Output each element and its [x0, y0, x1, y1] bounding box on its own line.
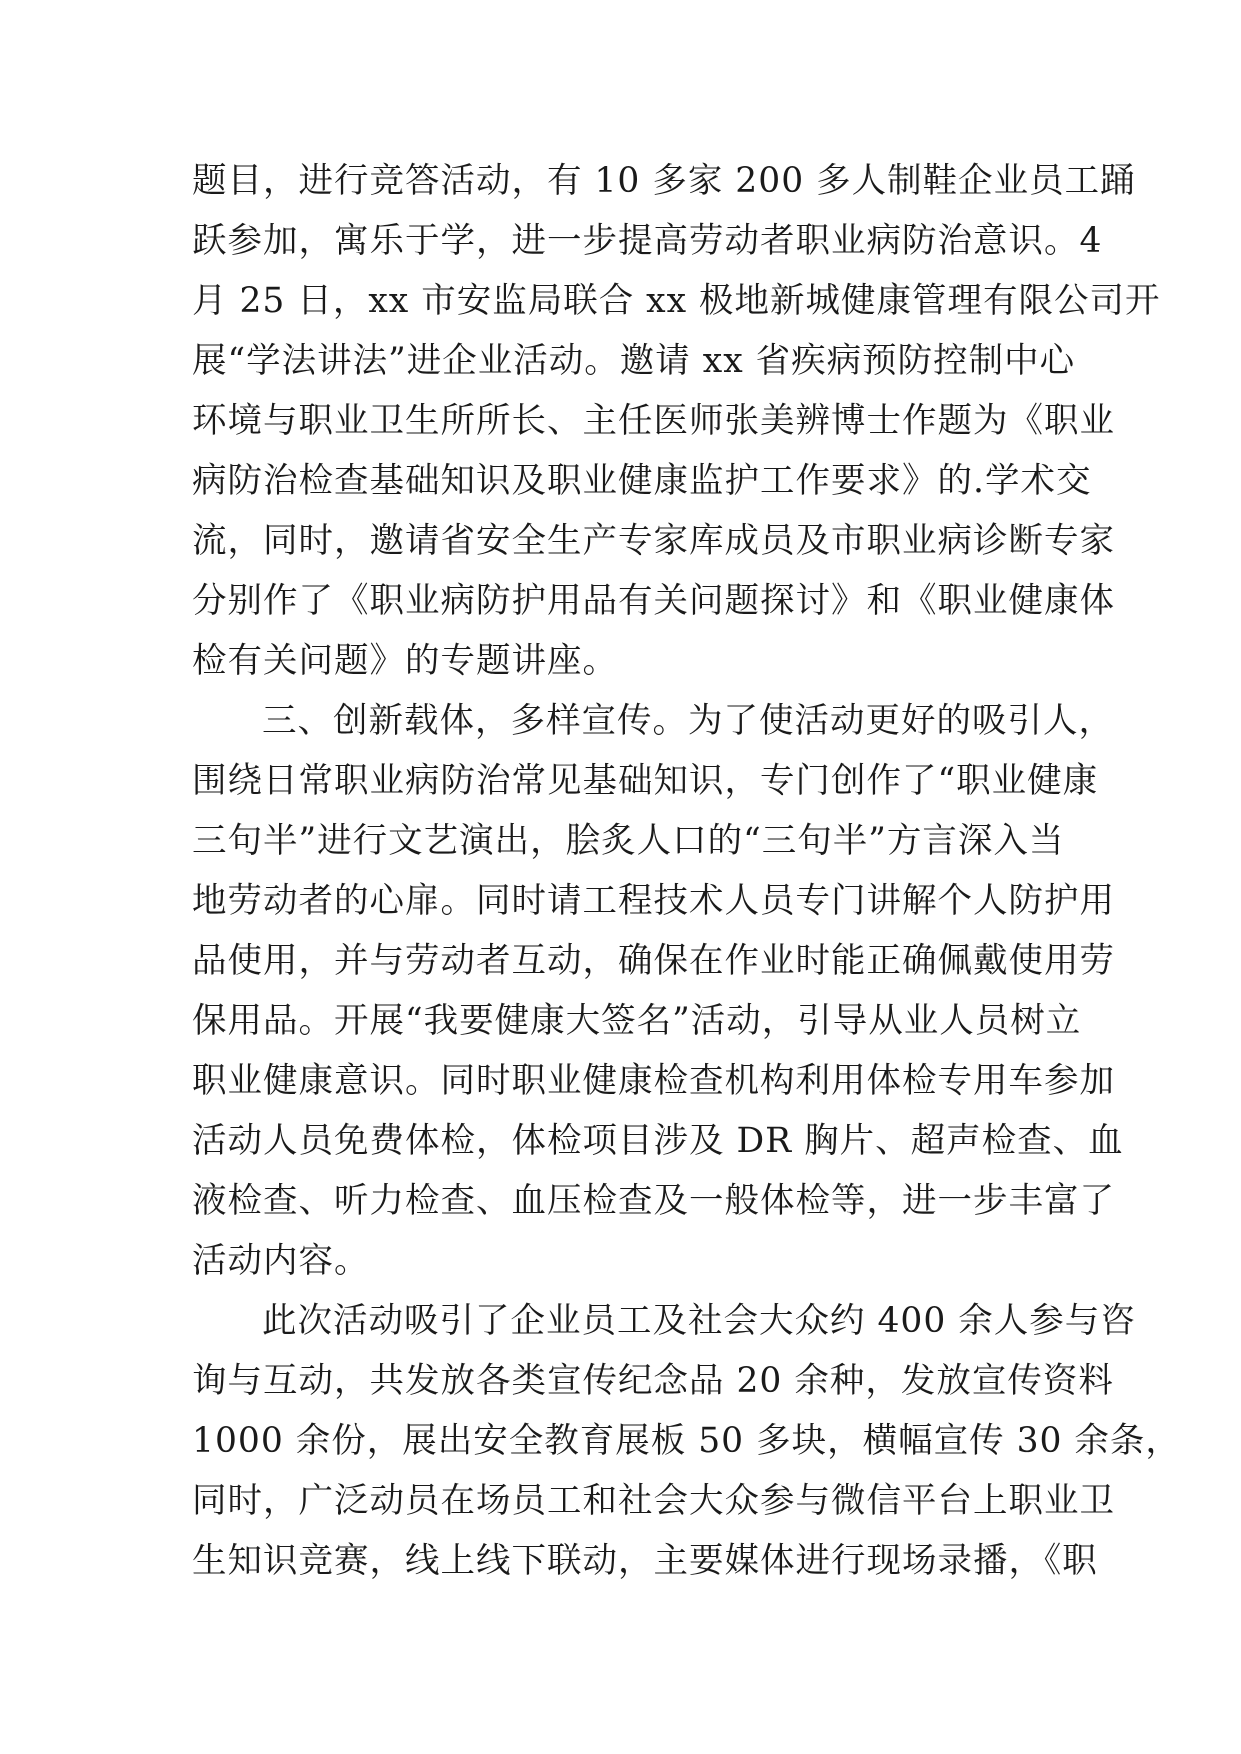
text-line: 生知识竞赛，线上线下联动，主要媒体进行现场录播，《职	[192, 1541, 1098, 1581]
text-line: 展“学法讲法”进企业活动。邀请 xx 省疾病预防控制中心	[192, 341, 1076, 381]
text-line: 液检查、听力检查、血压检查及一般体检等，进一步丰富了	[192, 1181, 1115, 1221]
text-line: 活动人员免费体检，体检项目涉及 DR 胸片、超声检查、血	[192, 1121, 1124, 1161]
text-line: 检有关问题》的专题讲座。	[192, 641, 618, 681]
text-line: 活动内容。	[192, 1241, 370, 1281]
paragraph-first-line: 此次活动吸引了企业员工及社会大众约 400 余人参与咨	[262, 1301, 1136, 1341]
text-line: 题目，进行竞答活动，有 10 多家 200 多人制鞋企业员工踊	[192, 161, 1136, 201]
text-line: 地劳动者的心扉。同时请工程技术人员专门讲解个人防护用	[192, 881, 1115, 921]
text-line: 月 25 日，xx 市安监局联合 xx 极地新城健康管理有限公司开	[192, 281, 1161, 321]
text-line: 同时，广泛动员在场员工和社会大众参与微信平台上职业卫	[192, 1481, 1115, 1521]
text-line: 流，同时，邀请省安全生产专家库成员及市职业病诊断专家	[192, 521, 1115, 561]
text-line: 询与互动，共发放各类宣传纪念品 20 余种，发放宣传资料	[192, 1361, 1114, 1401]
text-line: 环境与职业卫生所所长、主任医师张美辨博士作题为《职业	[192, 401, 1115, 441]
text-line: 分别作了《职业病防护用品有关问题探讨》和《职业健康体	[192, 581, 1115, 621]
text-line: 围绕日常职业病防治常见基础知识，专门创作了“职业健康	[192, 761, 1099, 801]
text-line: 三句半”进行文艺演出，脍炙人口的“三句半”方言深入当	[192, 821, 1065, 861]
text-line: 1000 余份，展出安全教育展板 50 多块，横幅宣传 30 余条，	[192, 1421, 1181, 1461]
paragraph-heading-line: 三、创新载体，多样宣传。为了使活动更好的吸引人，	[262, 701, 1114, 741]
text-line: 病防治检查基础知识及职业健康监护工作要求》的.学术交	[192, 461, 1092, 501]
text-line: 品使用，并与劳动者互动，确保在作业时能正确佩戴使用劳	[192, 941, 1115, 981]
text-line: 职业健康意识。同时职业健康检查机构利用体检专用车参加	[192, 1061, 1115, 1101]
text-line: 保用品。开展“我要健康大签名”活动，引导从业人员树立	[192, 1001, 1082, 1041]
text-line: 跃参加，寓乐于学，进一步提高劳动者职业病防治意识。4	[192, 221, 1103, 261]
